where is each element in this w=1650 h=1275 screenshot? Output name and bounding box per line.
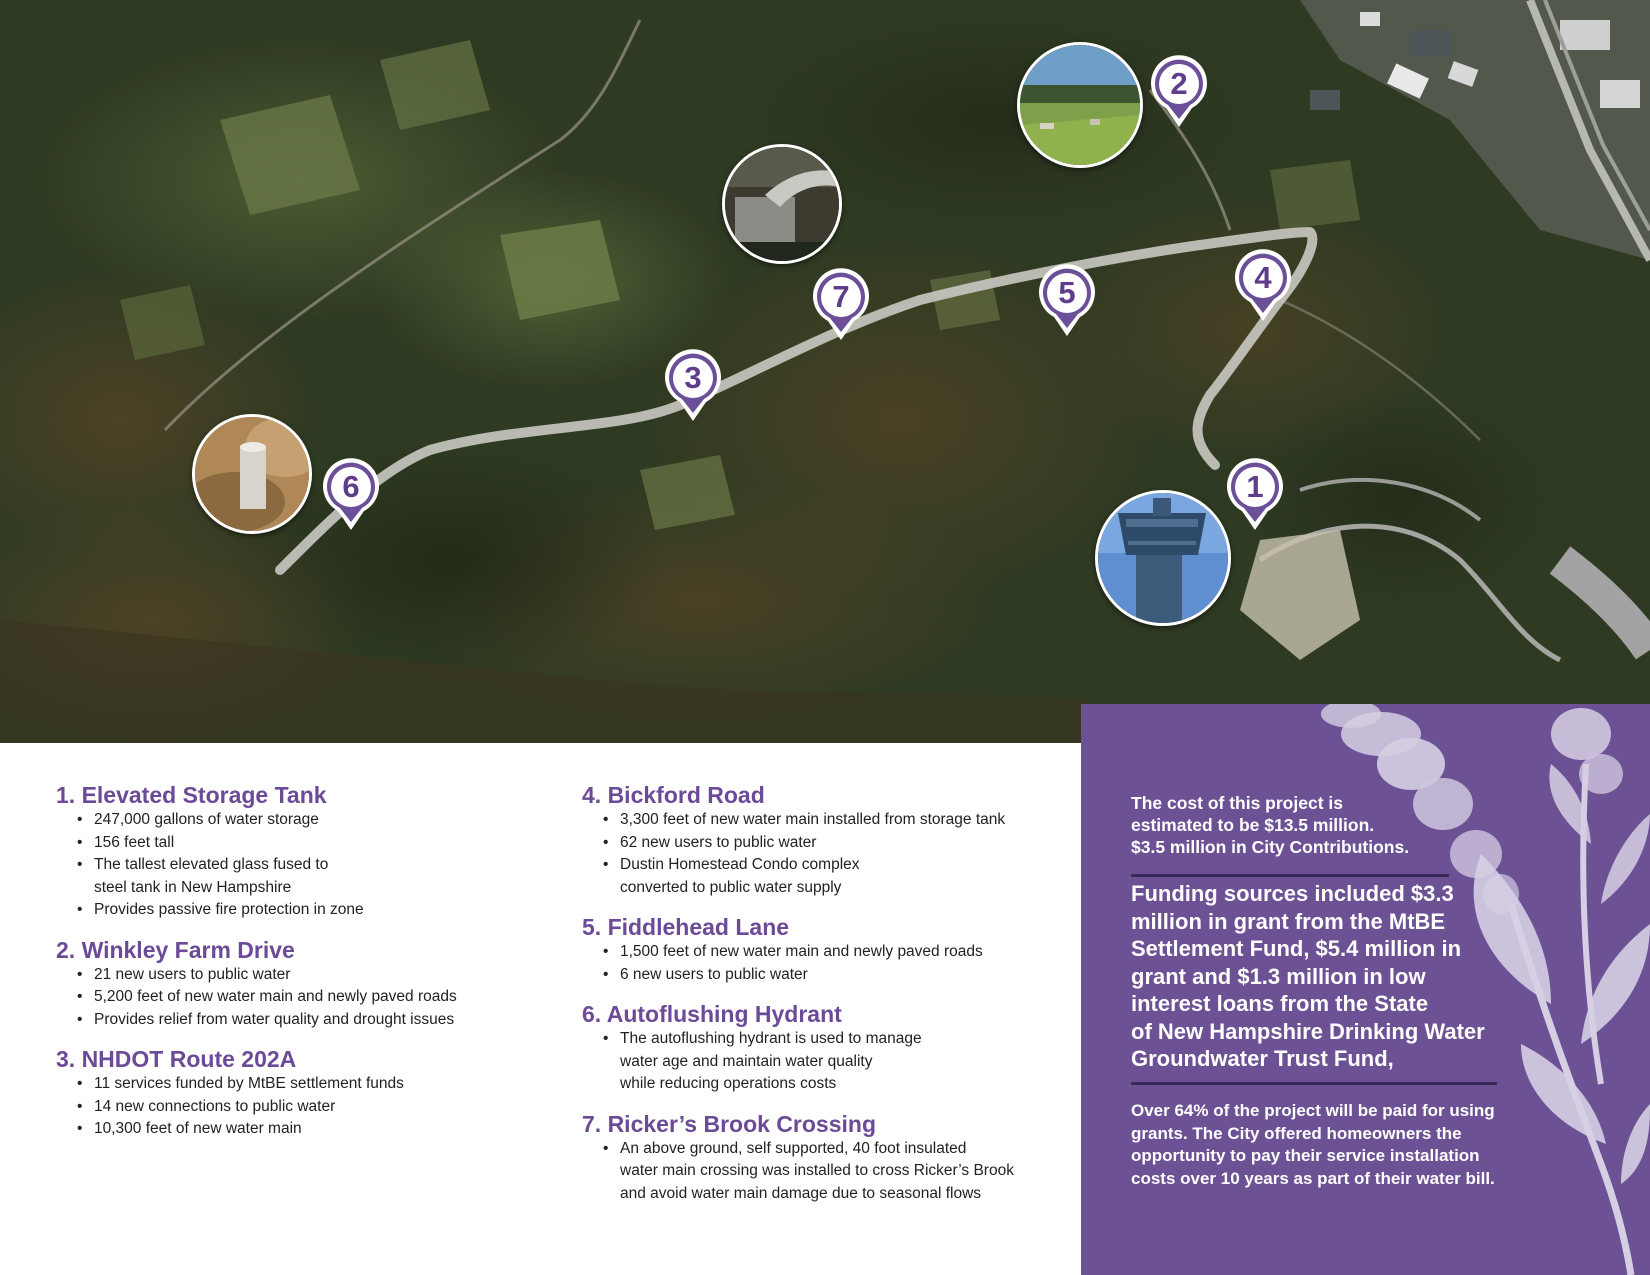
detail-bullet: • 11 services funded by MtBE settlement funds: [94, 1073, 556, 1096]
detail-heading: 7. Ricker’s Brook Crossing: [582, 1110, 876, 1137]
detail-bullet: • 10,300 feet of new water main: [94, 1118, 556, 1141]
details-column-right: [582, 781, 1072, 1219]
marker-number: 2: [1170, 66, 1188, 101]
detail-bullets: [582, 1138, 1072, 1206]
cost-text: The cost of this project is estimated to be $13.5 million. $3.5 million in City Contributions.: [1131, 793, 1410, 857]
detail-bullet: • An above ground, self supported, 40 foot insulated water main crossing was installed to cross Ricker’s Brook and avoid water main damage due to seasonal flows: [620, 1138, 1072, 1206]
detail-item: [582, 781, 1072, 899]
marker-2[interactable]: [1148, 53, 1210, 129]
detail-item: [56, 781, 556, 922]
detail-item: [56, 1045, 556, 1141]
grants-text: Over 64% of the project will be paid for using grants. The City offered homeowners the opportunity to pay their service installation costs over 10 years as part of their water bill.: [1131, 1101, 1495, 1188]
detail-bullet: • 3,300 feet of new water main installed from storage tank: [620, 809, 1072, 832]
detail-heading: 3. NHDOT Route 202A: [56, 1046, 297, 1072]
detail-bullet: • 6 new users to public water: [620, 964, 1072, 987]
detail-item: [56, 936, 556, 1032]
funding-text: Funding sources included $3.3 million in grant from the MtBE Settlement Fund, $5.4 million in grant and $1.3 million in low interest loans from the State of New Hampshire Drinking Water Groundwater Trust Fund,: [1131, 881, 1485, 1071]
marker-4[interactable]: [1232, 247, 1294, 323]
divider: [1131, 1082, 1497, 1085]
brook-crossing-photo: [722, 144, 842, 264]
detail-bullet: • 21 new users to public water: [94, 964, 556, 987]
detail-heading: 5. Fiddlehead Lane: [582, 914, 790, 940]
project-details: [0, 743, 1080, 1275]
detail-bullet: • 62 new users to public water: [620, 832, 1072, 855]
marker-7[interactable]: [810, 266, 872, 342]
marker-3[interactable]: [662, 347, 724, 423]
detail-bullet: • 156 feet tall: [94, 832, 556, 855]
marker-number: 5: [1058, 275, 1076, 310]
detail-bullet: • Dustin Homestead Condo complex converted to public water supply: [620, 854, 1072, 899]
detail-bullet: • The tallest elevated glass fused to steel tank in New Hampshire: [94, 854, 556, 899]
detail-bullet: • Provides passive fire protection in zone: [94, 899, 556, 922]
detail-item: [582, 1000, 1072, 1096]
marker-number: 7: [832, 279, 850, 314]
detail-bullet: • 5,200 feet of new water main and newly paved roads: [94, 986, 556, 1009]
hydrant-photo: [192, 414, 312, 534]
detail-bullet: • 14 new connections to public water: [94, 1096, 556, 1119]
marker-number: 3: [684, 360, 702, 395]
detail-bullets: [56, 964, 556, 1032]
marker-6[interactable]: [320, 456, 382, 532]
detail-bullet: • 1,500 feet of new water main and newly paved roads: [620, 941, 1072, 964]
detail-heading: 2. Winkley Farm Drive: [56, 936, 295, 963]
marker-number: 6: [342, 469, 360, 504]
water-tower-photo: [1095, 490, 1231, 626]
detail-bullet: • Provides relief from water quality and drought issues: [94, 1009, 556, 1032]
divider: [1131, 874, 1449, 877]
marker-1[interactable]: [1224, 456, 1286, 532]
marker-number: 4: [1254, 260, 1272, 295]
detail-bullet: • 247,000 gallons of water storage: [94, 809, 556, 832]
detail-item: [582, 913, 1072, 986]
detail-bullets: [582, 1028, 1072, 1096]
detail-bullets: [56, 809, 556, 922]
detail-item: [582, 1110, 1072, 1206]
detail-bullets: [56, 1073, 556, 1141]
detail-bullets: [582, 941, 1072, 986]
detail-heading: 1. Elevated Storage Tank: [56, 782, 327, 808]
farm-landscape-photo: [1017, 42, 1143, 168]
funding-panel: [1081, 704, 1650, 1275]
detail-heading: 6. Autoflushing Hydrant: [582, 1001, 842, 1027]
detail-bullet: • The autoflushing hydrant is used to manage water age and maintain water quality while reducing operations costs: [620, 1028, 1072, 1096]
marker-number: 1: [1246, 469, 1264, 504]
marker-5[interactable]: [1036, 262, 1098, 338]
detail-heading: 4. Bickford Road: [582, 782, 765, 808]
detail-bullets: [582, 809, 1072, 899]
details-column-left: [56, 781, 556, 1155]
